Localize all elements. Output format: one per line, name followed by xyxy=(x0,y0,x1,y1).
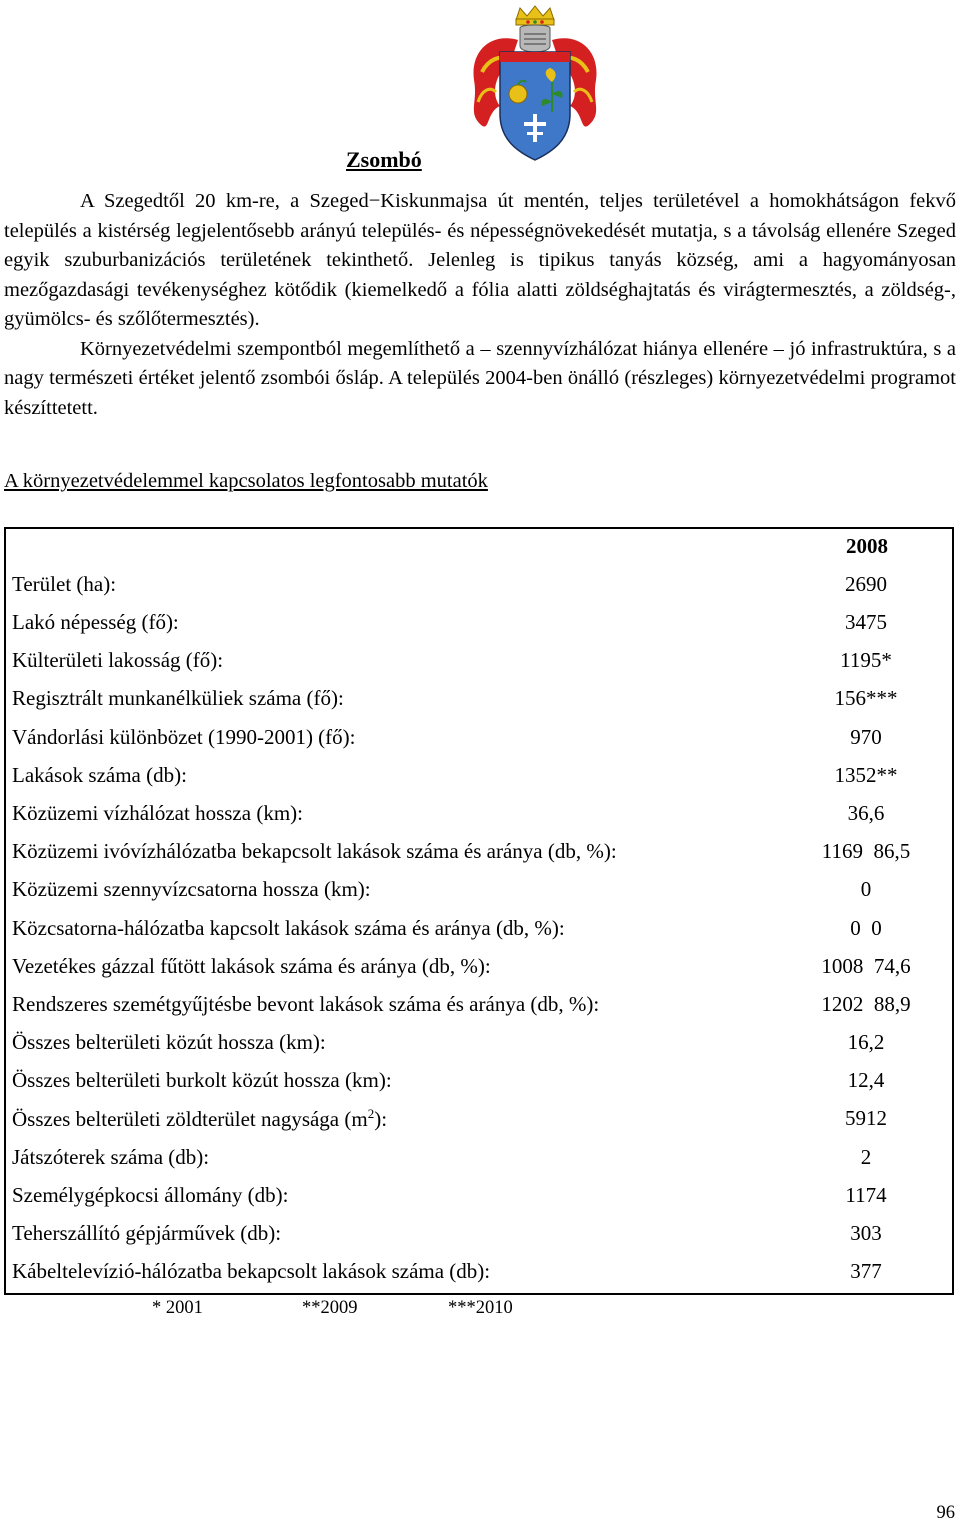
row-label: Közüzemi ivóvízhálózatba bekapcsolt lakások száma és aránya (db, %): xyxy=(12,839,617,863)
table-row xyxy=(12,686,952,724)
footnote-2010: ***2010 xyxy=(448,1298,513,1318)
table-row xyxy=(12,1106,952,1144)
row-value: 303 xyxy=(850,1221,882,1245)
row-label: Teherszállító gépjárművek (db): xyxy=(12,1221,282,1245)
row-label: Vezetékes gázzal fűtött lakások száma és aránya (db, %): xyxy=(12,954,491,978)
row-label: Közcsatorna-hálózatba kapcsolt lakások száma és aránya (db, %): xyxy=(12,916,565,940)
table-row xyxy=(12,1030,952,1068)
paragraph-environment: Környezetvédelmi szempontból megemlíthető a – szennyvízhálózat hiánya ellenére – jó infrastruktúra, s a nagy természeti értéket jelentő zsombói ősláp. A település 2004-ben önálló (részleges) környezetvédelmi programot készíttetett. xyxy=(4,337,956,419)
page-title: Zsombó xyxy=(346,147,422,172)
row-label: Közüzemi vízhálózat hossza (km): xyxy=(12,801,303,825)
row-label xyxy=(12,1106,387,1132)
table-row xyxy=(12,992,952,1030)
table-row xyxy=(12,1221,952,1259)
footnote-2001: * 2001 xyxy=(152,1298,203,1318)
row-label: Játszóterek száma (db): xyxy=(12,1145,210,1169)
row-label: Terület (ha): xyxy=(12,572,117,596)
page-number: 96 xyxy=(936,1503,955,1523)
row-value: 2 xyxy=(860,1145,872,1169)
row-label: Összes belterületi közút hossza (km): xyxy=(12,1030,326,1054)
row-label: Külterületi lakosság (fő): xyxy=(12,648,224,672)
row-value: 1008 74,6 xyxy=(821,954,911,978)
coat-of-arms-logo xyxy=(460,2,610,162)
table-row xyxy=(12,648,952,686)
row-value: 377 xyxy=(850,1259,882,1283)
table-row xyxy=(12,1183,952,1221)
table-row xyxy=(12,801,952,839)
row-label: Közüzemi szennyvízcsatorna hossza (km): xyxy=(12,877,371,901)
section-heading: A környezetvédelemmel kapcsolatos legfontosabb mutatók xyxy=(4,470,488,492)
table-row xyxy=(12,954,952,992)
row-label: Kábeltelevízió-hálózatba bekapcsolt lakások száma (db): xyxy=(12,1259,491,1283)
row-value: 1202 88,9 xyxy=(821,992,911,1016)
row-label-text: Összes belterületi zöldterület nagysága (m xyxy=(12,1107,368,1131)
table-row xyxy=(12,877,952,915)
row-value: 16,2 xyxy=(847,1030,885,1054)
row-value: 2690 xyxy=(845,572,887,596)
row-value: 970 xyxy=(850,725,882,749)
row-value: 3475 xyxy=(845,610,887,634)
footnote-2009: **2009 xyxy=(302,1298,358,1318)
unit-superscript: 2 xyxy=(367,1106,375,1121)
paragraph-intro: A Szegedtől 20 km-re, a Szeged−Kiskunmajsa út mentén, teljes területével a homokhátságon fekvő település a kistérség legjelentősebb arányú település- és népességnövekedését mutatja, s a távolság ellenére Szeged egyik szuburbanizációs területének tekinthető. Jelenleg is tipikus tanyás község, ami a hagyományosan mezőgazdasági tevékenységhez kötődik (kiemelkedő a fólia alatti zöldséghajtatás és virágtermesztés, a zöldség-, gyümölcs- és szőlőtermesztés). xyxy=(4,190,956,330)
row-value: 5912 xyxy=(845,1106,887,1130)
row-label: Vándorlási különbözet (1990-2001) (fő): xyxy=(12,725,356,749)
intro-text xyxy=(4,187,956,423)
table-row xyxy=(12,1259,952,1297)
row-value: 1352** xyxy=(834,763,898,787)
row-value: 1195* xyxy=(840,648,892,672)
row-label: Lakások száma (db): xyxy=(12,763,187,787)
table-row xyxy=(12,839,952,877)
table-row xyxy=(12,1068,952,1106)
row-label: Lakó népesség (fő): xyxy=(12,610,179,634)
row-value: 1169 86,5 xyxy=(821,839,911,863)
row-value: 12,4 xyxy=(847,1068,885,1092)
row-label: Személygépkocsi állomány (db): xyxy=(12,1183,289,1207)
row-label: Regisztrált munkanélküliek száma (fő): xyxy=(12,686,344,710)
row-label-suffix: ): xyxy=(374,1107,388,1131)
table-row xyxy=(12,916,952,954)
row-value: 156*** xyxy=(834,686,898,710)
table-row xyxy=(12,763,952,801)
row-value: 0 xyxy=(860,877,872,901)
table-row xyxy=(12,1145,952,1183)
row-label: Rendszeres szemétgyűjtésbe bevont lakások száma és aránya (db, %): xyxy=(12,992,600,1016)
row-value: 0 0 xyxy=(850,916,882,940)
year-header: 2008 xyxy=(846,534,888,558)
table-row xyxy=(12,610,952,648)
table-row xyxy=(12,725,952,763)
row-value: 36,6 xyxy=(847,801,885,825)
row-label: Összes belterületi burkolt közút hossza (km): xyxy=(12,1068,392,1092)
table-row xyxy=(12,572,952,610)
row-value: 1174 xyxy=(845,1183,887,1207)
